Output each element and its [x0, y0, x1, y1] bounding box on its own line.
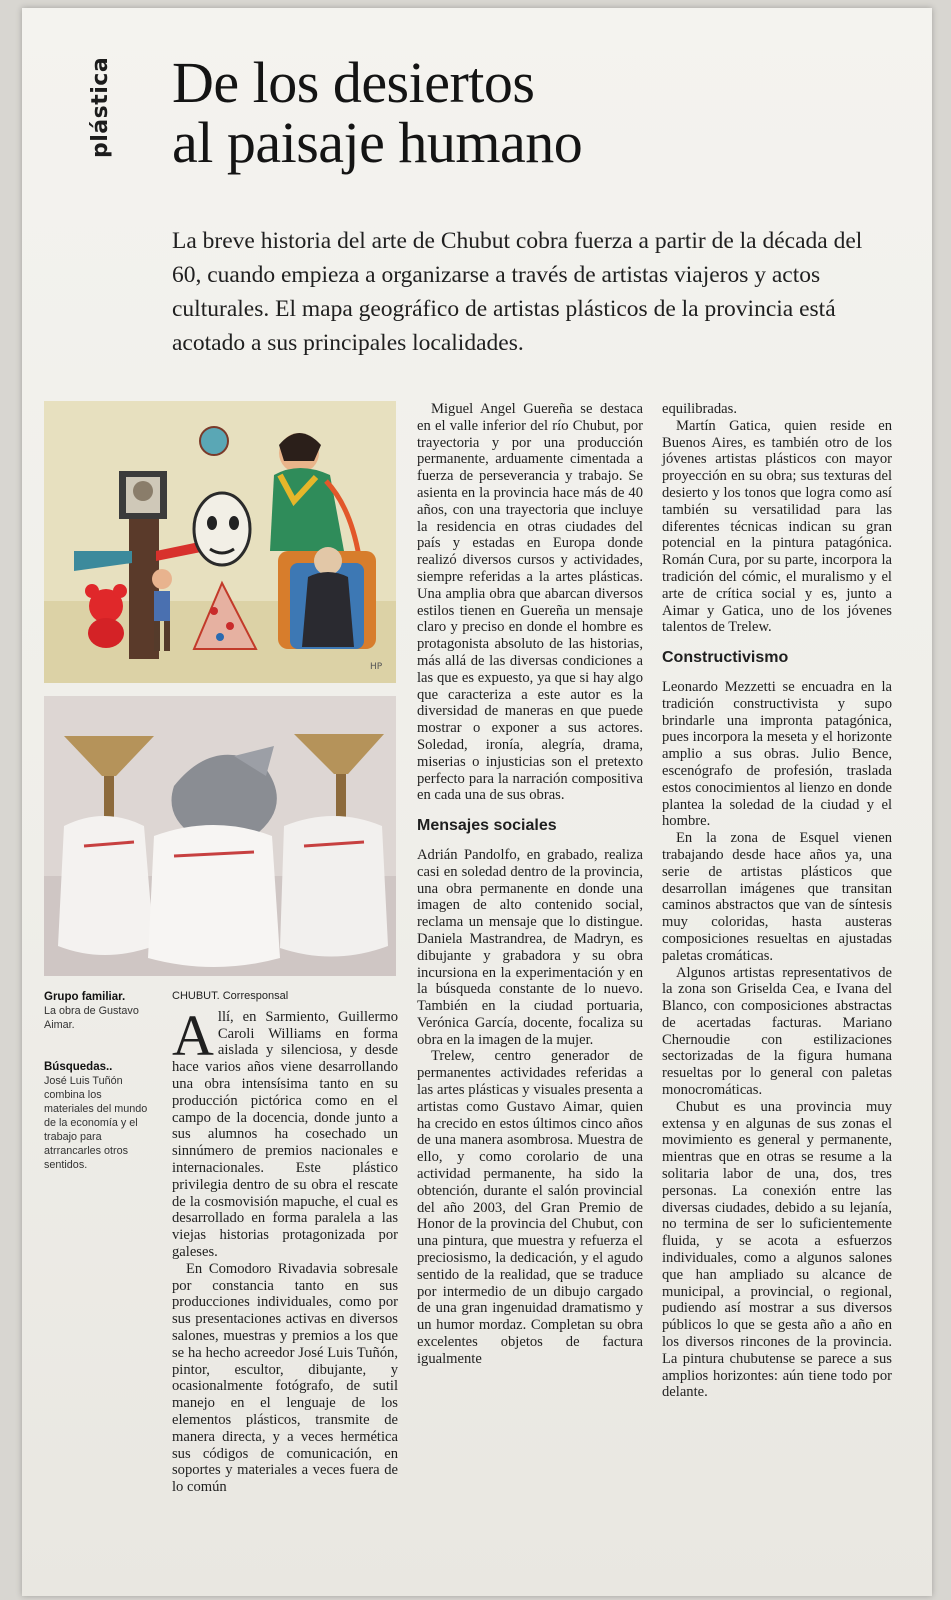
headline-line-1: De los desiertos — [172, 50, 535, 115]
caption-grupo-familiar — [44, 990, 152, 1032]
article-paragraph — [172, 1002, 398, 1261]
installation-photo — [44, 696, 396, 976]
article-paragraph: Trelew, centro generador de permanentes actividades referidas a las artes plásticas y visuales presenta a artistas como Gustavo Aimar, quien ha crecido en estos últimos cinco años de una manera asombrosa. Muestra de ello, y como corolario de una actividad permanente, ha sido la obtención, durante el salón provincial del año 2003, del Gran Premio de Honor de la provincia del Chubut, con una pintura, que muestra y refuerza el preciosismo, la dedicación, y el agudo sentido de la realidad, que se traduce por intermedio de un dibujo cargado de una gran ingenuidad dramatismo y un humor mordaz. Completan su obra excelentes objetos de factura igualmente — [417, 1048, 643, 1367]
painting-photo — [44, 401, 396, 683]
painting-signature: HP — [370, 662, 383, 672]
caption-text: José Luis Tuñón combina los materiales del mundo de la economía y el trabajo para atrrancarles otros sentidos. — [44, 1075, 148, 1171]
caption-title: Búsquedas.. — [44, 1061, 113, 1073]
byline: CHUBUT. Corresponsal — [172, 990, 289, 1002]
painting-illustration — [44, 401, 396, 683]
article-paragraph: Adrián Pandolfo, en grabado, realiza casi en soledad dentro de la provincia, una obra permanente en donde una imagen de alto contenido social, reclama un mensaje que lo distingue. Daniela Mastrandrea, de Madryn, es dibujante y grabadora y su obra incursiona en la experimentación y en la búsqueda constante de lo nuevo. También en la ciudad portuaria, Verónica García, docente, focaliza su obra en la imagen de la mujer. — [417, 846, 643, 1048]
drop-cap: A — [172, 1002, 214, 1068]
section-label: plástica — [88, 56, 113, 158]
paragraph-text: llí, en Sarmiento, Guillermo Caroli Williams en forma aislada y silenciosa, y desde hace varios años viene desarrollando una obra intensísima tanto en su producción pictórica como en el campo de la docencia, donde junto a sus alumnos ha cosechado un sinnúmero de premios nacionales e internacionales. Este plástico privilegia dentro de su obra el rescate de la cosmovisión mapuche, el cual es desarrollado en forma paralela a las viejas historias protagonizada por galeses. — [172, 1008, 398, 1260]
caption-text: La obra de Gustavo Aimar. — [44, 1005, 139, 1031]
caption-busquedas — [44, 1060, 152, 1172]
article-column-3 — [662, 401, 892, 1401]
article-paragraph: equilibradas. — [662, 401, 737, 417]
headline — [172, 50, 583, 175]
installation-illustration — [44, 696, 396, 976]
article-paragraph: Chubut es una provincia muy extensa y en algunas de sus zonas el movimiento es general y permanente, mientras que en otras se resume a la solitaria labor de una, dos, tres personas. La conexión entre las diversas ciudades, debido a su lejanía, no termina de ser lo suficientemente fluida, y se acota a esfuerzos individuales, como a algunos salones que han ampliado su alcance de municipal, a provincial, o regional, pudiendo así mostrar a sus diversos públicos lo que se gesta año a año en los diversos rincones de la provincia. La pintura chubutense se parece a sus amplios horizontes: aún tiene todo por delante. — [662, 1098, 892, 1401]
subheading-constructivismo: Constructivismo — [662, 649, 789, 667]
article-paragraph: Miguel Angel Guereña se destaca en el valle inferior del río Chubut, por trayectoria y por una producción permanente, arduamente cimentada a fuerza de perseverancia y trabajo. Se asienta en la provincia hace más de 40 años, con una trayectoria que incluye la residencia en otras ciudades del país y estadas en Europa donde realizó diversos cursos y actividades, siempre referidas a la artes plásticas. Una amplia obra que abarcan diversos estilos tienen en Guereña un mensaje claro y preciso en donde el hombre es protagonista absoluto de las historias, más allá de las diversas condiciones a las que es expuesto, ya que si hay algo que caracteriza a este autor es la diversidad de maneras en que puede mostrar o exponer a sus actores. Soledad, ironía, alegría, drama, miserias o injusticias son el pretexto perfecto para la narración compositiva en cada una de sus obras. — [417, 401, 643, 804]
article-paragraph: Martín Gatica, quien reside en Buenos Aires, es también otro de los jóvenes artistas plásticos con mayor proyección en su obra; sus texturas del desierto y los tonos que logra como así también su versatilidad para las diferentes técnicas indican su gran potencial en la pintura patagónica. Román Cura, por su parte, incorpora la tradición del cómic, el muralismo y el arte de crítica social y es, junto a Aimar y Gatica, uno de los jóvenes talentos de Trelew. — [662, 417, 892, 636]
headline-line-2: al paisaje humano — [172, 110, 583, 175]
article-paragraph: En la zona de Esquel vienen trabajando desde hace años ya, una serie de artistas plásticos que desarrollan imágenes que transitan caminos abstractos que van de síntesis muy coloridas, hasta austeras composiciones resueltas en ajustadas paletas cromáticas. — [662, 830, 892, 964]
newspaper-page — [22, 8, 932, 1596]
subheading-mensajes-sociales: Mensajes sociales — [417, 817, 557, 835]
lede-paragraph: La breve historia del arte de Chubut cobra fuerza a partir de la década del 60, cuando empieza a organizarse a través de artistas viajeros y actos culturales. El mapa geográfico de artistas plásticos de la provincia está acotado a sus principales localidades. — [172, 228, 863, 356]
article-paragraph: Leonardo Mezzetti se encuadra en la tradición constructivista y supo brindarle una impronta patagónica, pues incorpora la meseta y el horizonte amplio a sus obras. Julio Bence, escenógrafo de profesión, traslada estos conocimientos al lienzo en donde plantea la soledad de la ciudad y el hombre. — [662, 678, 892, 830]
article-paragraph: Algunos artistas representativos de la zona son Griselda Cea, e Ivana del Blanco, con composiciones abstractas de acertadas facturas. Mariano Chernoudie con estilizaciones sectorizadas de la figura humana resueltas por lo general con paletas monocromáticas. — [662, 964, 892, 1099]
article-paragraph: En Comodoro Rivadavia sobresale por constancia tanto en sus producciones individuales, como por sus presentaciones activas en diversos salones, muestras y premios a los que se ha hecho acreedor José Luis Tuñón, pintor, escultor, dibujante, y ocasionalmente fotógrafo, de sutil manejo en el lenguaje de los elementos plásticos, transmite de manera directa, y a veces hermética sus códigos de comunicación, en soportes y materiales a veces fuera de lo común — [172, 1260, 398, 1496]
caption-title: Grupo familiar. — [44, 991, 126, 1003]
article-column-1 — [172, 988, 398, 1496]
article-column-2 — [417, 401, 643, 1368]
